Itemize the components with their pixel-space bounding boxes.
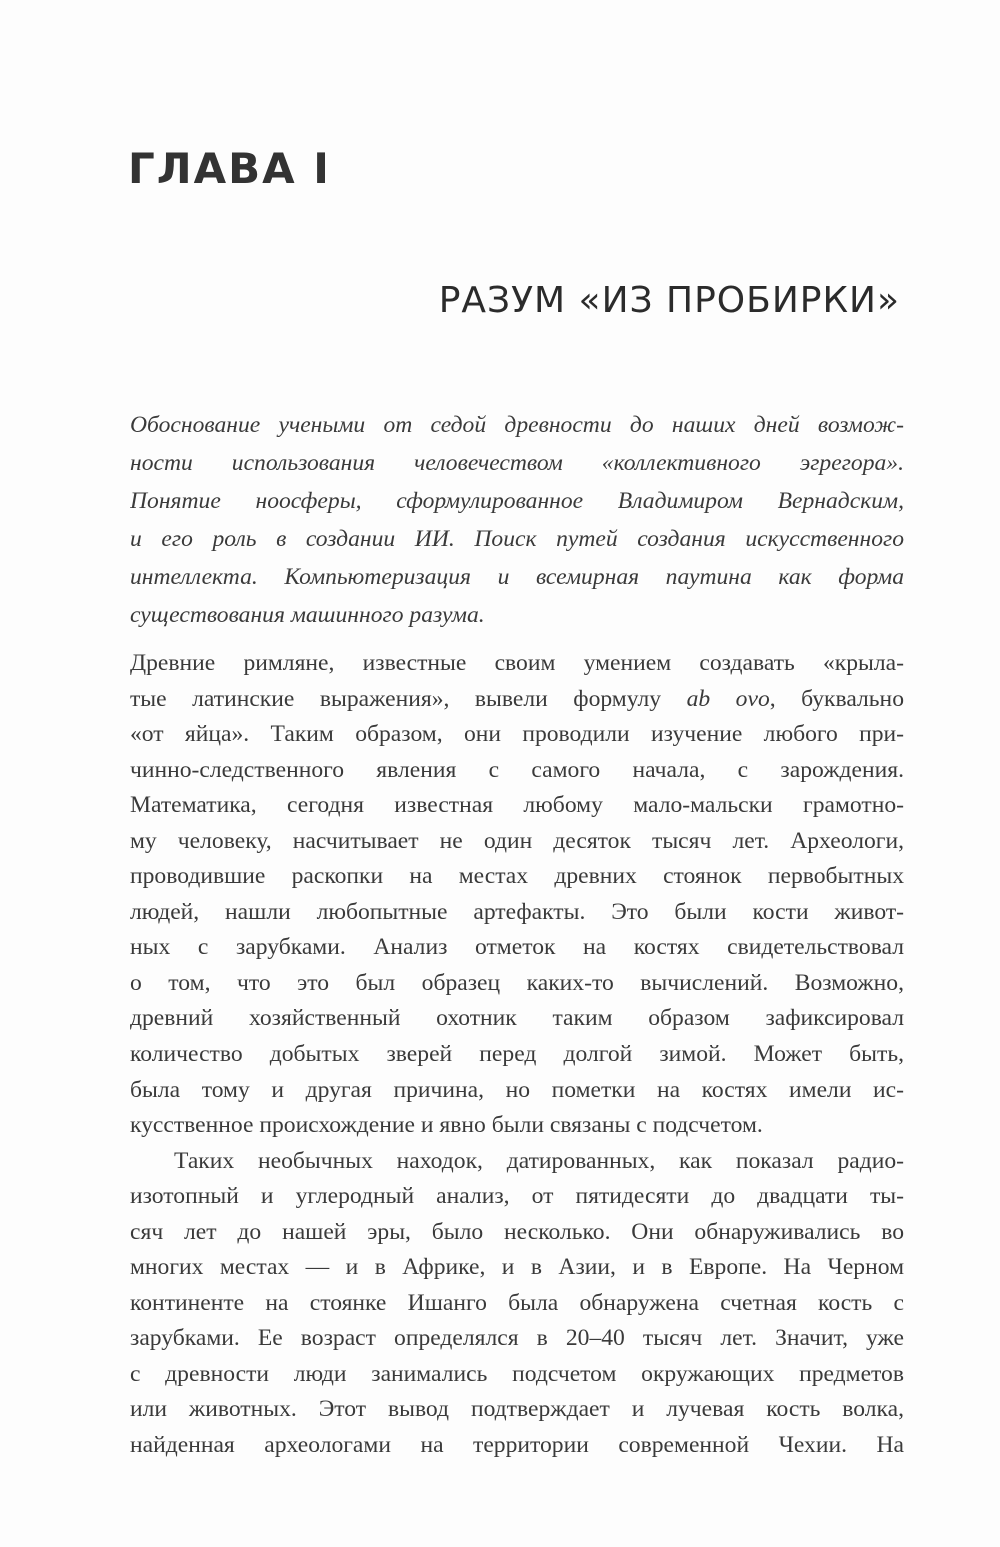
body-line: найденная археологами на территории современной Чехии. На bbox=[130, 1432, 904, 1459]
body-line: ных с зарубками. Анализ отметок на костях свидетельствовал bbox=[130, 934, 904, 961]
abstract-line: существования машинного разума. bbox=[130, 602, 485, 628]
body-line: была тому и другая причина, но пометки на костях имели ис- bbox=[130, 1076, 904, 1103]
body-line: зарубками. Ее возраст определялся в 20–40 тысяч лет. Значит, уже bbox=[130, 1325, 904, 1352]
body-line: Древние римляне, известные своим умением создавать «крыла- bbox=[130, 650, 904, 676]
body-line: кусственное происхождение и явно были связаны с подсчетом. bbox=[130, 1112, 763, 1139]
body-line: проводившие раскопки на местах древних стоянок первобытных bbox=[130, 863, 904, 890]
paragraph-1 bbox=[130, 646, 904, 1144]
body-line: Таких необычных находок, датированных, как показал радио- bbox=[174, 1147, 904, 1174]
abstract-line: Понятие ноосферы, сформулированное Владимиром Вернадским, bbox=[130, 488, 904, 514]
body-line-part: , буквально bbox=[769, 685, 904, 712]
abstract-line: Обоснование учеными от седой древности до наших дней возмож- bbox=[130, 412, 904, 438]
body-line: сяч лет до нашей эры, было несколько. Они обнаруживались во bbox=[130, 1218, 904, 1245]
body-line: с древности люди занимались подсчетом окружающих предметов bbox=[130, 1360, 904, 1387]
body-line: или животных. Этот вывод подтверждает и лучевая кость волка, bbox=[130, 1396, 904, 1423]
body-line: о том, что это был образец каких-то вычислений. Возможно, bbox=[130, 969, 904, 996]
body-line: Математика, сегодня известная любому мало-мальски грамотно- bbox=[130, 792, 904, 819]
body-line: «от яйца». Таким образом, они проводили изучение любого при- bbox=[130, 721, 904, 748]
body-line: людей, нашли любопытные артефакты. Это были кости живот- bbox=[130, 898, 904, 925]
body-line: древний хозяйственный охотник таким образом зафиксировал bbox=[130, 1005, 904, 1032]
body-line-part: тые латинские выражения», вывели формулу bbox=[130, 685, 687, 712]
chapter-abstract bbox=[130, 406, 904, 634]
body-line: многих местах — и в Африке, и в Азии, и в Европе. На Черном bbox=[130, 1254, 904, 1281]
paragraph-2 bbox=[130, 1144, 904, 1464]
latin-phrase: ab ovo bbox=[686, 685, 770, 712]
body-line: количество добытых зверей перед долгой зимой. Может быть, bbox=[130, 1041, 904, 1068]
body-line: изотопный и углеродный анализ, от пятидесяти до двадцати ты- bbox=[130, 1183, 904, 1210]
body-text bbox=[130, 646, 904, 1464]
body-line: чинно-следственного явления с самого начала, с зарождения. bbox=[130, 756, 904, 783]
body-line bbox=[130, 682, 904, 718]
body-line: му человеку, насчитывает не один десяток тысяч лет. Археологи, bbox=[130, 827, 904, 854]
body-line: континенте на стоянке Ишанго была обнаружена счетная кость с bbox=[130, 1289, 904, 1316]
abstract-line: ности использования человечеством «коллективного эгрегора». bbox=[130, 450, 904, 476]
chapter-title: РАЗУМ «ИЗ ПРОБИРКИ» bbox=[438, 280, 900, 321]
abstract-line: интеллекта. Компьютеризация и всемирная паутина как форма bbox=[130, 564, 904, 590]
chapter-label: ГЛАВА I bbox=[128, 144, 331, 193]
abstract-line: и его роль в создании ИИ. Поиск путей создания искусственного bbox=[130, 526, 904, 552]
